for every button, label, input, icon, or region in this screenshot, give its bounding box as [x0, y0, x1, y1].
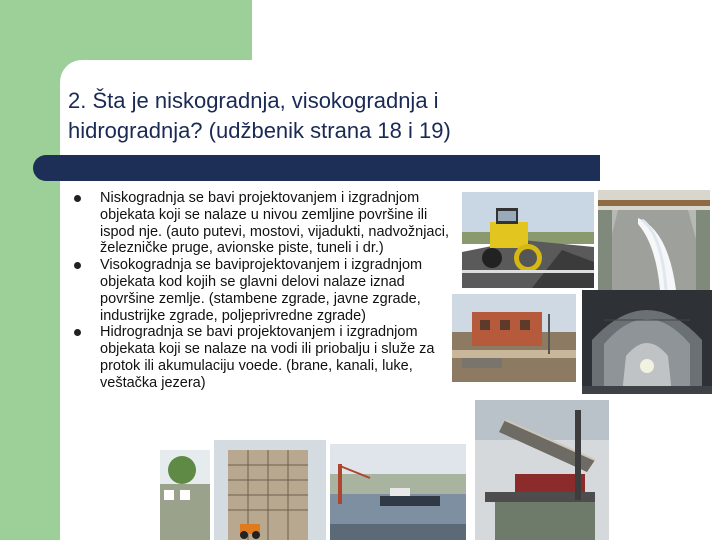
tunnel-photo — [582, 290, 712, 394]
slide-title-line-2: hidrogradnja? (udžbenik strana 18 i 19) — [68, 118, 451, 143]
slide-title — [68, 86, 708, 146]
bullet-dot — [74, 195, 81, 202]
bullet-dot — [74, 329, 81, 336]
title-underline-bar — [33, 155, 600, 181]
road-roller-photo — [462, 192, 594, 288]
crane-photo — [475, 400, 609, 540]
building-construction-photo — [214, 440, 326, 540]
bullet-dot — [74, 262, 81, 269]
bullet-list — [72, 190, 462, 392]
bullet-visokogradnja — [72, 257, 462, 324]
bullet-text: Niskogradnja se bavi projektovanjem i izgradnjom objekata koji se nalaze u nivou zemljine površine ili ispod nje. (auto putevi, mostovi, vijadukti, nadvožnjaci, železničke pruge, avionske piste, tuneli i dr.) — [100, 190, 449, 257]
harbor-photo — [330, 444, 466, 540]
tree-building-photo — [160, 450, 210, 540]
bullet-text: Visokogradnja se baviprojektovanjem i izgradnjom objekata kod kojih se glavni delovi nalaze iznad površine zemlje. (stambene zgrade, javne zgrade, industrijke zgrade, poljeprivredne zgrade) — [100, 257, 423, 324]
house-construction-photo — [452, 294, 576, 382]
slide-title-line-1: 2. Šta je niskogradnja, visokogradnja i — [68, 88, 439, 113]
bullet-niskogradnja — [72, 190, 462, 257]
bullet-hidrogradnja — [72, 324, 462, 391]
dam-spillway-photo — [598, 190, 710, 290]
bullet-text: Hidrogradnja se bavi projektovanjem i izgradnjom objekata koji se nalaze na vodi ili priobalju i služe za protok ili akumulaciju voede. (brane, kanali, luke, veštačka jezera) — [100, 324, 435, 391]
